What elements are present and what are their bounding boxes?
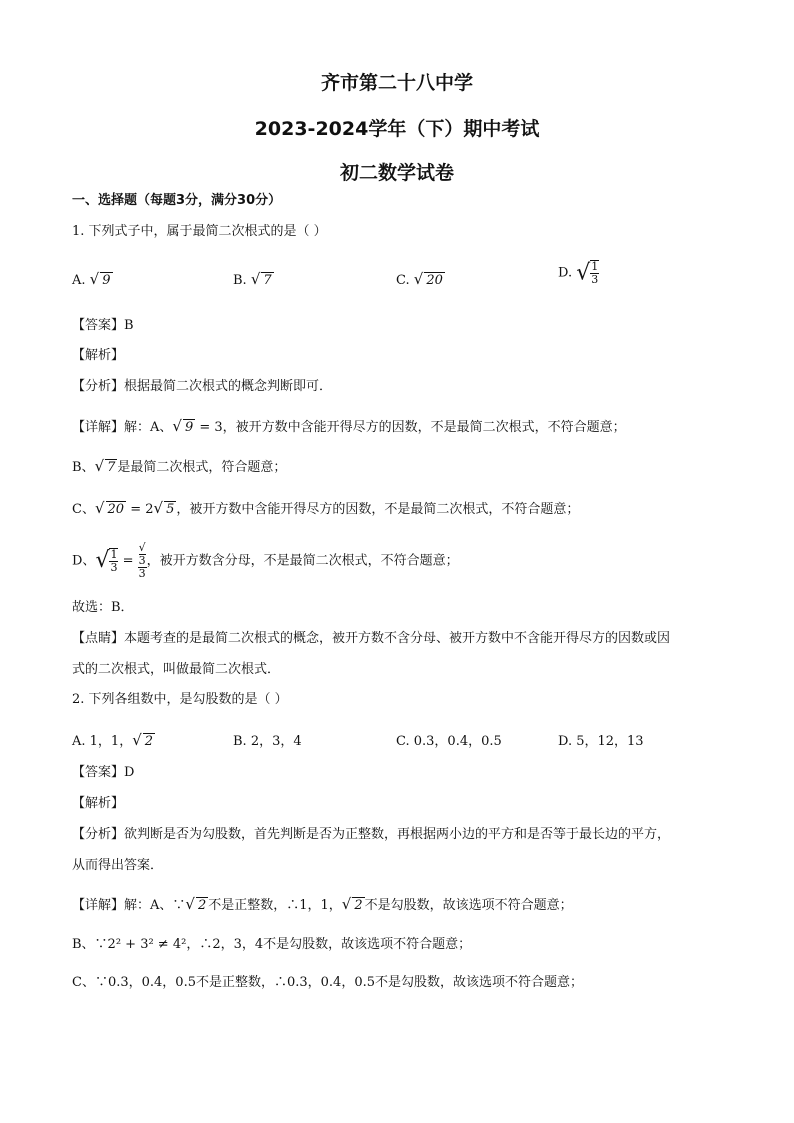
q1-comment-line2: 式的二次根式，叫做最简二次根式． — [72, 662, 281, 677]
q2-answer: 【答案】D — [72, 765, 135, 780]
q2-detail-c: C、∵0.3，0.4，0.5不是正整数，∴0.3，0.4，0.5不是勾股数，故该选项不符合题意； — [72, 975, 583, 990]
q1-stem: 1. 下列式子中，属于最简二次根式的是（ ） — [72, 224, 327, 239]
paper-title: 初二数学试卷 — [339, 162, 454, 184]
q2-option-b: B. 2，3，4 — [233, 734, 302, 749]
q1-option-b: B. √ 7 — [233, 270, 272, 288]
q2-option-a: A. 1，1，√ 2 — [72, 731, 154, 749]
q1-option-a: A. √ 9 — [72, 270, 111, 288]
school-title: 齐市第二十八中学 — [320, 72, 473, 94]
q2-detail-a: 【详解】解：A、∵√ 2 不是正整数，∴1，1，√ 2 不是勾股数，故该选项不符合题意； — [72, 895, 573, 913]
q2-analysis: 【解析】 — [72, 796, 125, 811]
exam-title: 2023-2024学年（下）期中考试 — [254, 118, 540, 140]
q1-comment-line1: 【点睛】本题考查的是最简二次根式的概念，被开方数不含分母、被开方数中不含能开得尽方的因数或因 — [72, 631, 671, 646]
q1-detail-a: 【详解】解：A、√ 9 = 3，被开方数中含能开得尽方的因数，不是最简二次根式，不符合题意； — [72, 417, 626, 435]
q2-option-d: D. 5，12，13 — [558, 734, 644, 749]
q1-fenxi: 【分析】根据最简二次根式的概念判断即可． — [72, 379, 333, 394]
q1-analysis: 【解析】 — [72, 348, 125, 363]
q1-answer: 【答案】B — [72, 318, 134, 333]
q1-detail-c: C、√ 20 = 2√ 5 ，被开方数中含能开得尽方的因数，不是最简二次根式，不符合题意； — [72, 499, 580, 517]
q1-detail-d: D、√ $\frac{1}{3}$ = √ 3 3 ，被开方数含分母，不是最简二次根式，不符合题意； — [72, 541, 459, 580]
q2-detail-b: B、∵2² + 3² ≠ 4²，∴2，3，4不是勾股数，故该选项不符合题意； — [72, 937, 472, 952]
q2-fenxi-line2: 从而得出答案． — [72, 858, 164, 873]
q1-option-d: D. √ $\frac{1}{3}$ — [558, 260, 599, 286]
q1-choose: 故选：B． — [72, 600, 134, 615]
q1-detail-b: B、√ 7 是最简二次根式，符合题意； — [72, 457, 287, 475]
section-heading: 一、选择题（每题3分，满分30分） — [72, 193, 282, 208]
q1-option-c: C. √ 20 — [396, 270, 443, 288]
q2-fenxi-line1: 【分析】欲判断是否为勾股数，首先判断是否为正整数，再根据两小边的平方和是否等于最长边的平方， — [72, 827, 671, 842]
q2-option-c: C. 0.3，0.4，0.5 — [396, 734, 502, 749]
q2-stem: 2. 下列各组数中，是勾股数的是（ ） — [72, 692, 288, 707]
